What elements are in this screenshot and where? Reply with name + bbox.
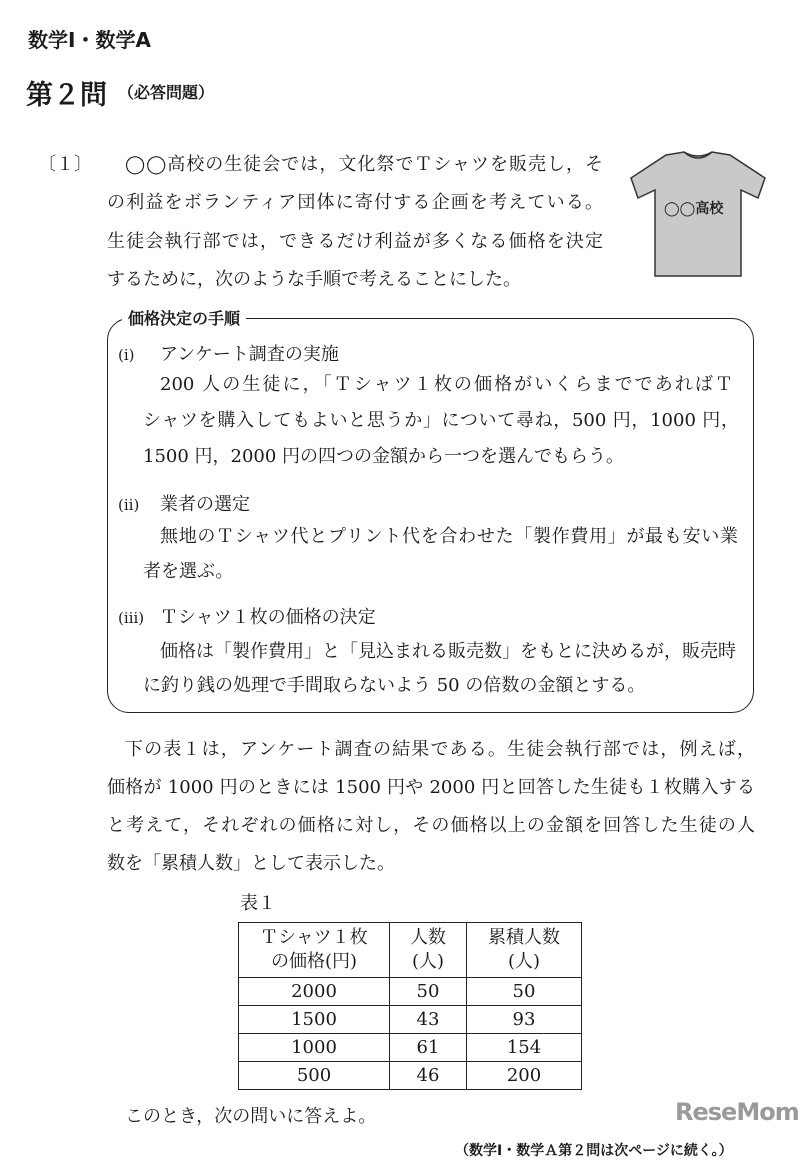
cell: 500 — [239, 1062, 390, 1090]
tshirt-illustration — [628, 150, 768, 280]
body-line: 数を「累積人数」として表示した。 — [107, 853, 395, 874]
table-row — [239, 1034, 582, 1062]
cell: 43 — [390, 1006, 467, 1034]
step-number: (ⅱ) — [118, 496, 140, 514]
cell: 50 — [390, 978, 467, 1006]
cell: 61 — [390, 1034, 467, 1062]
step-heading: Ｔシャツ１枚の価格の決定 — [160, 607, 376, 628]
cell: 50 — [467, 978, 582, 1006]
step-line: に釣り銭の処理で手間取らないよう 50 の倍数の金額とする。 — [143, 675, 646, 696]
cell: 1000 — [239, 1034, 390, 1062]
survey-table — [238, 922, 582, 1090]
cell: 1500 — [239, 1006, 390, 1034]
step-heading: 業者の選定 — [160, 494, 250, 515]
step-line: 1500 円，2000 円の四つの金額から一つを選んでもらう。 — [143, 446, 625, 467]
intro-line: ◯◯高校の生徒会では，文化祭でＴシャツを販売し，そ — [125, 154, 603, 175]
procedure-title: 価格決定の手順 — [122, 308, 246, 330]
page-footer: （数学Ⅰ・数学Ａ第２問は次ページに続く。） — [455, 1143, 733, 1159]
intro-line: の利益をボランティア団体に寄付する企画を考えている。 — [107, 192, 603, 213]
body-line: 下の表１は，アンケート調査の結果である。生徒会執行部では，例えば， — [125, 739, 755, 760]
table-row — [239, 1006, 582, 1034]
step-line: 価格は「製作費用」と「見込まれる販売数」をもとに決めるが，販売時 — [160, 641, 736, 662]
table-header-row — [239, 923, 582, 978]
body-line: と考えて，それぞれの価格に対し，その価格以上の金額を回答した生徒の人 — [107, 815, 755, 836]
header-text: の価格(円) — [270, 951, 358, 972]
header-text: (人) — [411, 951, 445, 972]
intro-number: 〔１〕 — [38, 154, 92, 175]
intro-line: するために，次のような手順で考えることにした。 — [107, 269, 521, 290]
header-cumulative — [467, 923, 582, 978]
header-price — [239, 923, 390, 978]
cell: 154 — [467, 1034, 582, 1062]
cell: 2000 — [239, 978, 390, 1006]
header-text: (人) — [507, 951, 541, 972]
closing-text: このとき，次の問いに答えよ。 — [125, 1106, 377, 1127]
header-text: 累積人数 — [488, 927, 560, 948]
body-line: 価格が 1000 円のときには 1500 円や 2000 円と回答した生徒も１枚購入する — [107, 777, 755, 798]
tshirt-label: ◯◯高校 — [664, 201, 724, 217]
step-number: (ⅰ) — [118, 346, 135, 364]
step-line: シャツを購入してもよいと思うか」について尋ね，500 円，1000 円， — [143, 410, 739, 431]
step-line: 者を選ぶ。 — [143, 561, 234, 582]
question-note: （必答問題） — [118, 83, 215, 102]
header-text: 人数 — [410, 927, 446, 948]
step-heading: アンケート調査の実施 — [160, 344, 339, 365]
question-number: 第２問 — [26, 80, 107, 111]
table-row — [239, 978, 582, 1006]
header-count — [390, 923, 467, 978]
header-text: Ｔシャツ１枚 — [260, 927, 368, 948]
table-caption: 表１ — [240, 893, 276, 914]
cell: 93 — [467, 1006, 582, 1034]
subject-title: 数学Ⅰ・数学A — [28, 28, 151, 52]
cell: 200 — [467, 1062, 582, 1090]
step-number: (ⅲ) — [118, 609, 145, 627]
table-row — [239, 1062, 582, 1090]
step-line: 200 人の生徒に，「Ｔシャツ１枚の価格がいくらまでであればＴ — [160, 374, 733, 395]
step-line: 無地のＴシャツ代とプリント代を合わせた「製作費用」が最も安い業 — [160, 526, 738, 547]
watermark-logo: ReseMom — [675, 1098, 799, 1126]
cell: 46 — [390, 1062, 467, 1090]
intro-line: 生徒会執行部では，できるだけ利益が多くなる価格を決定 — [107, 231, 603, 252]
